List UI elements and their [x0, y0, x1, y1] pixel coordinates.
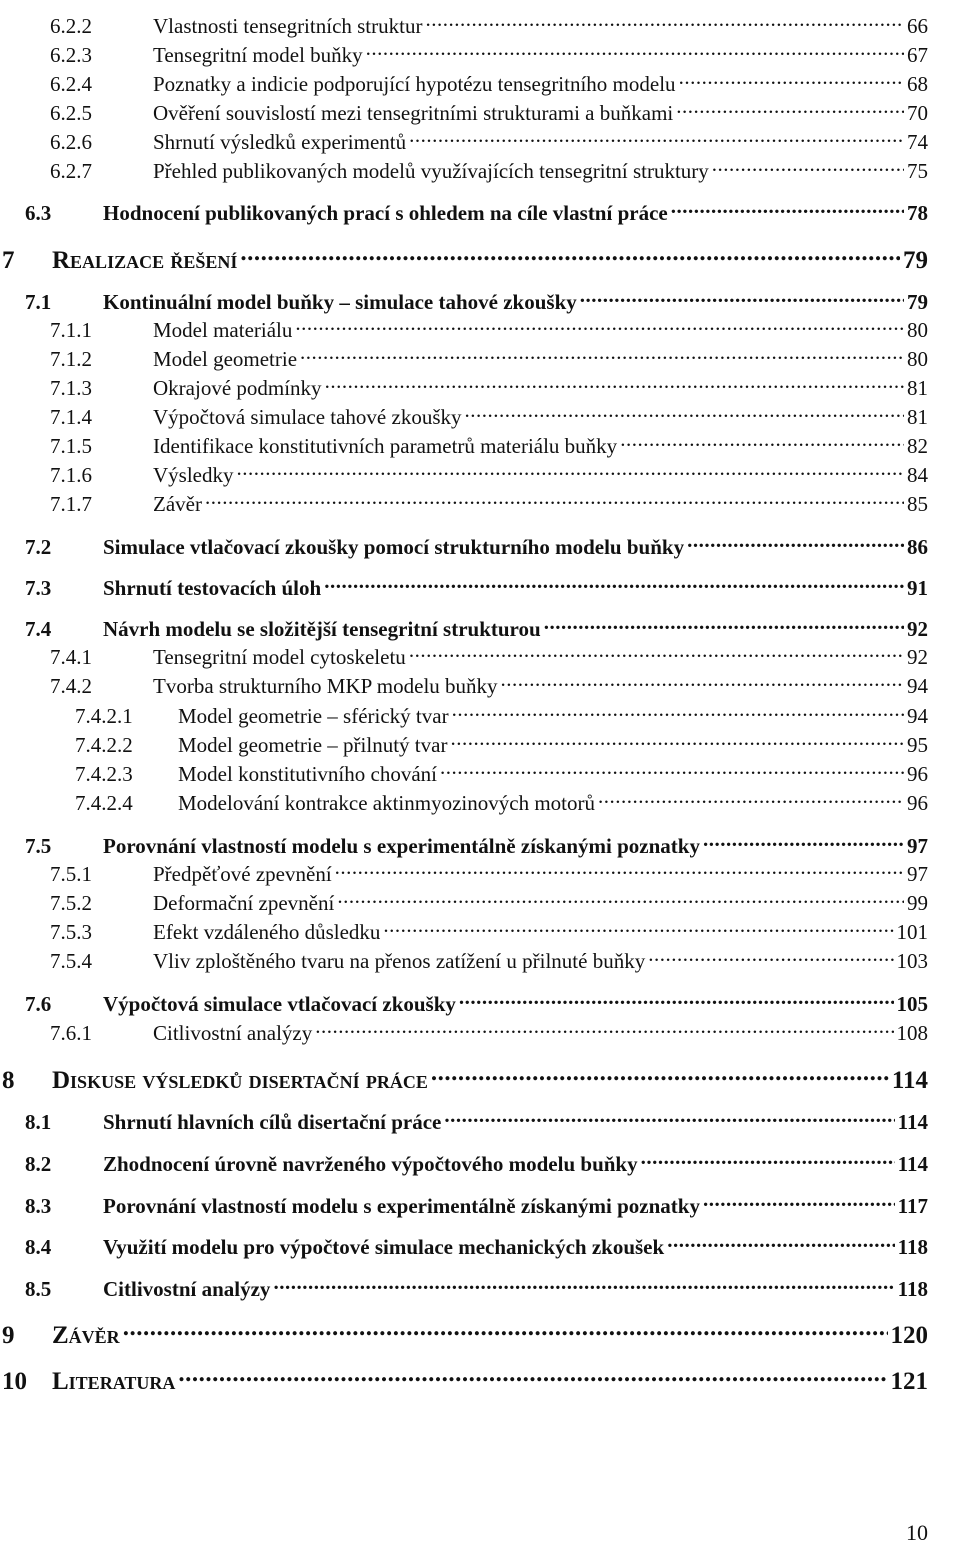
toc-leader — [425, 12, 904, 33]
toc-entry[interactable] — [0, 199, 960, 226]
toc-page: 74 — [907, 130, 928, 154]
toc-page: 67 — [907, 43, 928, 67]
toc-number: 7.4.1 — [50, 645, 92, 669]
toc-page: 79 — [907, 290, 928, 314]
toc-title: Model geometrie – sférický tvar — [178, 704, 449, 728]
toc-page: 91 — [907, 576, 928, 600]
toc-number: 7.1.1 — [50, 318, 92, 342]
toc-leader — [240, 243, 900, 268]
toc-entry[interactable] — [0, 1192, 960, 1219]
toc-title: Předpěťové zpevnění — [153, 862, 332, 886]
toc-entry[interactable] — [0, 1364, 960, 1396]
toc-leader — [335, 860, 904, 881]
toc-entry[interactable] — [0, 403, 960, 430]
toc-number: 7.5.3 — [50, 920, 92, 944]
toc-entry[interactable] — [0, 1063, 960, 1095]
toc-title: Hodnocení publikovaných prací s ohledem na cíle vlastní práce — [103, 201, 668, 225]
toc-entry[interactable] — [0, 157, 960, 184]
toc-page: 82 — [907, 434, 928, 458]
toc-entry[interactable] — [0, 243, 960, 275]
toc-title: Modelování kontrakce aktinmyozinových motorů — [178, 791, 595, 815]
toc-leader — [325, 374, 904, 395]
toc-leader — [641, 1150, 895, 1171]
toc-page: 94 — [907, 704, 928, 728]
toc-title: Citlivostní analýzy — [103, 1277, 271, 1301]
toc-number: 8.2 — [25, 1152, 52, 1176]
toc-title: Simulace vtlačovací zkoušky pomocí strukturního modelu buňky — [103, 535, 685, 559]
toc-title: Závěr — [52, 1322, 120, 1349]
toc-title: Porovnání vlastností modelu s experimentálně získanými poznatky — [103, 834, 700, 858]
toc-leader — [676, 99, 904, 120]
toc-page: 66 — [907, 14, 928, 38]
toc-entry[interactable] — [0, 1108, 960, 1135]
toc-number: 7.1.4 — [50, 405, 92, 429]
toc-page: 118 — [897, 1235, 928, 1259]
toc-leader — [450, 731, 904, 752]
toc-entry[interactable] — [0, 345, 960, 372]
toc-entry[interactable] — [0, 374, 960, 401]
toc-entry[interactable] — [0, 860, 960, 887]
toc-number: 7.5.4 — [50, 949, 92, 973]
toc-number: 6.3 — [25, 201, 52, 225]
toc-entry[interactable] — [0, 1150, 960, 1177]
toc-page: 79 — [903, 247, 928, 274]
toc-number: 7.1.7 — [50, 492, 92, 516]
toc-number: 7.1 — [25, 290, 52, 314]
toc-number: 9 — [2, 1322, 15, 1349]
toc-page: 92 — [907, 617, 928, 641]
toc-leader — [459, 990, 894, 1011]
toc-leader — [687, 533, 904, 554]
toc-title: Diskuse výsledků disertační práce — [52, 1067, 428, 1094]
toc-page: 80 — [907, 318, 928, 342]
toc-page: 84 — [907, 463, 928, 487]
toc-title: Literatura — [52, 1368, 176, 1395]
toc-entry[interactable] — [0, 789, 960, 816]
toc-entry[interactable] — [0, 288, 960, 315]
toc-leader — [324, 574, 904, 595]
toc-number: 6.2.4 — [50, 72, 92, 96]
toc-entry[interactable] — [0, 316, 960, 343]
toc-number: 7.1.2 — [50, 347, 92, 371]
toc-page: 80 — [907, 347, 928, 371]
toc-title: Přehled publikovaných modelů využívajících tensegritní struktury — [153, 159, 709, 183]
toc-title: Tensegritní model cytoskeletu — [153, 645, 406, 669]
toc-entry[interactable] — [0, 1019, 960, 1046]
toc-entry[interactable] — [0, 615, 960, 642]
toc-leader — [440, 760, 904, 781]
toc-title: Využití modelu pro výpočtové simulace mechanických zkoušek — [103, 1235, 665, 1259]
toc-entry[interactable] — [0, 990, 960, 1017]
toc-title: Vliv zploštěného tvaru na přenos zatížení u přilnuté buňky — [153, 949, 646, 973]
toc-page: 86 — [907, 535, 928, 559]
toc-entry[interactable] — [0, 760, 960, 787]
toc-page: 95 — [907, 733, 928, 757]
toc-page: 105 — [896, 992, 928, 1016]
toc-number: 7.1.6 — [50, 463, 92, 487]
toc-title: Identifikace konstitutivních parametrů materiálu buňky — [153, 434, 618, 458]
toc-number: 7.4.2.3 — [75, 762, 133, 786]
toc-number: 7.6.1 — [50, 1021, 92, 1045]
toc-page: 99 — [907, 891, 928, 915]
toc-page: 101 — [896, 920, 928, 944]
toc-page: 103 — [896, 949, 928, 973]
toc-page: 108 — [896, 1021, 928, 1045]
toc-title: Deformační zpevnění — [153, 891, 335, 915]
toc-entry[interactable] — [0, 1233, 960, 1260]
toc-number: 8.5 — [25, 1277, 52, 1301]
toc-entry[interactable] — [0, 731, 960, 758]
toc-leader — [315, 1019, 893, 1040]
toc-leader — [337, 889, 904, 910]
toc-title: Shrnutí výsledků experimentů — [153, 130, 407, 154]
toc-entry[interactable] — [0, 12, 960, 39]
toc-page: 97 — [907, 834, 928, 858]
toc-number: 7.5 — [25, 834, 52, 858]
toc-entry[interactable] — [0, 128, 960, 155]
toc-leader — [123, 1318, 888, 1343]
toc-leader — [383, 918, 893, 939]
toc-title: Tensegritní model buňky — [153, 43, 363, 67]
toc-number: 7.5.1 — [50, 862, 92, 886]
toc-page: 96 — [907, 791, 928, 815]
toc-number: 8.1 — [25, 1110, 52, 1134]
toc-leader — [431, 1063, 889, 1088]
toc-leader — [679, 70, 904, 91]
toc-entry[interactable] — [0, 702, 960, 729]
toc-leader — [620, 432, 904, 453]
toc-leader — [366, 41, 904, 62]
toc-title: Efekt vzdáleného důsledku — [153, 920, 381, 944]
toc-entry[interactable] — [0, 1318, 960, 1350]
toc-number: 7.4.2.4 — [75, 791, 133, 815]
toc-entry[interactable] — [0, 490, 960, 517]
toc-number: 6.2.2 — [50, 14, 92, 38]
toc-number: 6.2.6 — [50, 130, 92, 154]
toc-page: 120 — [890, 1322, 928, 1349]
toc-title: Výpočtová simulace vtlačovací zkoušky — [103, 992, 456, 1016]
toc-title: Citlivostní analýzy — [153, 1021, 313, 1045]
toc-leader — [237, 461, 905, 482]
toc-number: 7.1.3 — [50, 376, 92, 400]
toc-entry[interactable] — [0, 533, 960, 560]
toc-title: Ověření souvislostí mezi tensegritními strukturami a buňkami — [153, 101, 674, 125]
toc-page: 114 — [891, 1067, 928, 1094]
toc-title: Model konstitutivního chování — [178, 762, 437, 786]
toc-title: Návrh modelu se složitější tensegritní strukturou — [103, 617, 541, 641]
toc-number: 10 — [2, 1368, 27, 1395]
toc-page: 97 — [907, 862, 928, 886]
toc-entry[interactable] — [0, 41, 960, 68]
toc-title: Okrajové podmínky — [153, 376, 322, 400]
toc-entry[interactable] — [0, 643, 960, 670]
toc-title: Shrnutí testovacích úloh — [103, 576, 322, 600]
toc-entry[interactable] — [0, 432, 960, 459]
toc-leader — [580, 288, 904, 309]
toc-leader — [501, 672, 904, 693]
toc-entry[interactable] — [0, 574, 960, 601]
toc-entry[interactable] — [0, 672, 960, 699]
toc-page: 75 — [907, 159, 928, 183]
toc-leader — [205, 490, 904, 511]
toc-entry[interactable] — [0, 461, 960, 488]
toc-entry[interactable] — [0, 832, 960, 859]
toc-number: 6.2.7 — [50, 159, 92, 183]
toc-number: 7.4.2.1 — [75, 704, 133, 728]
toc-number: 8.3 — [25, 1194, 52, 1218]
toc-page: 68 — [907, 72, 928, 96]
toc-title: Tvorba strukturního MKP modelu buňky — [153, 674, 498, 698]
toc-number: 7.6 — [25, 992, 52, 1016]
toc-leader — [544, 615, 904, 636]
toc-leader — [300, 345, 904, 366]
toc-page: 92 — [907, 645, 928, 669]
toc-leader — [703, 1192, 895, 1213]
toc-title: Vlastnosti tensegritních struktur — [153, 14, 423, 38]
toc-title: Model materiálu — [153, 318, 293, 342]
toc-page: 117 — [897, 1194, 928, 1218]
toc-number: 8.4 — [25, 1235, 52, 1259]
toc-page: 118 — [897, 1277, 928, 1301]
toc-title: Realizace řešení — [52, 247, 238, 274]
toc-leader — [178, 1364, 887, 1389]
toc-entry[interactable] — [0, 947, 960, 974]
toc-number: 7.4.2 — [50, 674, 92, 698]
toc-number: 7 — [2, 247, 15, 274]
toc-page: 85 — [907, 492, 928, 516]
toc-page: 70 — [907, 101, 928, 125]
toc-leader — [712, 157, 904, 178]
toc-leader — [465, 403, 905, 424]
toc-title: Model geometrie — [153, 347, 298, 371]
toc-leader — [648, 947, 893, 968]
toc-number: 6.2.3 — [50, 43, 92, 67]
page-number: 10 — [906, 1520, 928, 1545]
toc-title: Zhodnocení úrovně navrženého výpočtového modelu buňky — [103, 1152, 638, 1176]
toc-leader — [295, 316, 904, 337]
toc-number: 6.2.5 — [50, 101, 92, 125]
toc-number: 7.1.5 — [50, 434, 92, 458]
toc-number: 7.4.2.2 — [75, 733, 133, 757]
toc-leader — [671, 199, 904, 220]
toc-title: Výsledky — [153, 463, 234, 487]
toc-leader — [667, 1233, 894, 1254]
toc-page: 96 — [907, 762, 928, 786]
toc-leader — [409, 128, 904, 149]
toc-leader — [444, 1108, 894, 1129]
toc-entry[interactable] — [0, 889, 960, 916]
toc-page: 78 — [907, 201, 928, 225]
toc-number: 7.3 — [25, 576, 52, 600]
toc-number: 7.4 — [25, 617, 52, 641]
toc-title: Shrnutí hlavních cílů disertační práce — [103, 1110, 442, 1134]
toc-leader — [598, 789, 904, 810]
toc-page: 114 — [897, 1110, 928, 1134]
toc-title: Model geometrie – přilnutý tvar — [178, 733, 448, 757]
toc-leader — [409, 643, 904, 664]
toc-page: 81 — [907, 405, 928, 429]
toc-leader — [703, 832, 904, 853]
toc-title: Závěr — [153, 492, 202, 516]
toc-page: 94 — [907, 674, 928, 698]
toc-page: 121 — [890, 1368, 928, 1395]
toc-leader — [273, 1275, 894, 1296]
toc-title: Poznatky a indicie podporující hypotézu tensegritního modelu — [153, 72, 676, 96]
toc-number: 7.5.2 — [50, 891, 92, 915]
toc-title: Výpočtová simulace tahové zkoušky — [153, 405, 462, 429]
toc-page: 114 — [897, 1152, 928, 1176]
toc-entry[interactable] — [0, 918, 960, 945]
toc-number: 7.2 — [25, 535, 52, 559]
toc-title: Porovnání vlastností modelu s experimentálně získanými poznatky — [103, 1194, 700, 1218]
toc-entry[interactable] — [0, 99, 960, 126]
toc-entry[interactable] — [0, 70, 960, 97]
toc-title: Kontinuální model buňky – simulace tahové zkoušky — [103, 290, 577, 314]
toc-leader — [452, 702, 904, 723]
toc-number: 8 — [2, 1067, 15, 1094]
toc-entry[interactable] — [0, 1275, 960, 1302]
toc-page: 81 — [907, 376, 928, 400]
